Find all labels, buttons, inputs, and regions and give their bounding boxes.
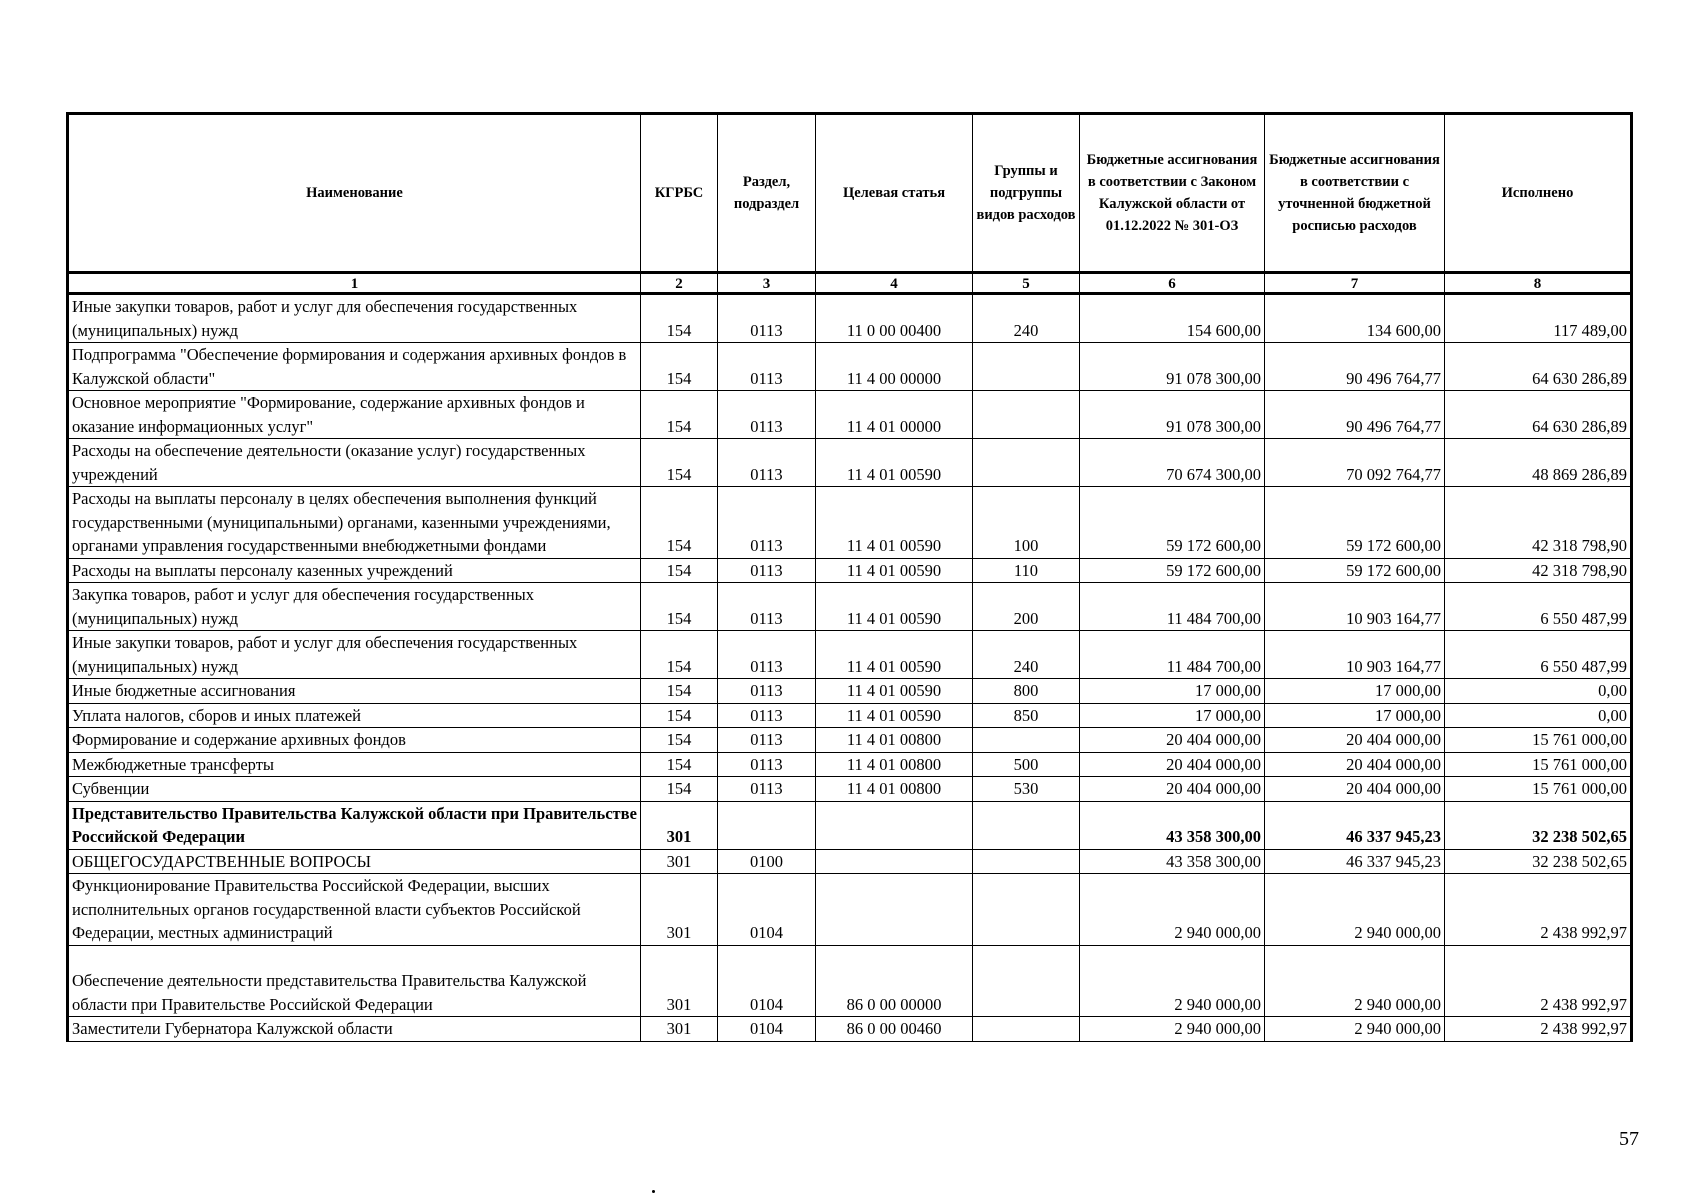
cell-assign-refined: 10 903 164,77 <box>1265 631 1445 679</box>
table-row <box>68 558 1632 583</box>
cell-name: Основное мероприятие "Формирование, содержание архивных фондов и оказание информационных услуг" <box>68 391 641 439</box>
cell-assign-refined: 20 404 000,00 <box>1265 752 1445 777</box>
cell-assign-law: 91 078 300,00 <box>1080 343 1265 391</box>
cell-celevaya: 11 4 01 00800 <box>816 777 973 802</box>
cell-razdel: 0113 <box>718 391 816 439</box>
cell-vid <box>973 343 1080 391</box>
cell-executed: 6 550 487,99 <box>1445 631 1632 679</box>
cell-vid: 800 <box>973 679 1080 704</box>
cell-vid: 100 <box>973 487 1080 559</box>
cell-razdel: 0113 <box>718 703 816 728</box>
cell-assign-law: 11 484 700,00 <box>1080 631 1265 679</box>
cell-celevaya <box>816 849 973 874</box>
header-assign-refined: Бюджетные ассигнования в соответствии с уточненной бюджетной росписью расходов <box>1265 114 1445 273</box>
cell-assign-law: 2 940 000,00 <box>1080 1017 1265 1042</box>
cell-executed: 2 438 992,97 <box>1445 1017 1632 1042</box>
column-number: 7 <box>1265 273 1445 294</box>
cell-celevaya <box>816 801 973 849</box>
cell-assign-refined: 2 940 000,00 <box>1265 1017 1445 1042</box>
table-row <box>68 583 1632 631</box>
cell-assign-refined: 10 903 164,77 <box>1265 583 1445 631</box>
cell-name: Расходы на обеспечение деятельности (оказание услуг) государственных учреждений <box>68 439 641 487</box>
cell-name: Расходы на выплаты персоналу казенных учреждений <box>68 558 641 583</box>
cell-kgrbs: 154 <box>641 487 718 559</box>
cell-name: Расходы на выплаты персоналу в целях обеспечения выполнения функций государственными (муниципальными) органами, казенными учреждениями, органами управления государственными внебюджетными фондами <box>68 487 641 559</box>
cell-kgrbs: 301 <box>641 801 718 849</box>
cell-kgrbs: 154 <box>641 631 718 679</box>
cell-vid <box>973 1017 1080 1042</box>
cell-vid: 850 <box>973 703 1080 728</box>
cell-celevaya: 11 0 00 00400 <box>816 294 973 343</box>
cell-razdel: 0113 <box>718 294 816 343</box>
table-row <box>68 294 1632 343</box>
column-number: 8 <box>1445 273 1632 294</box>
cell-razdel: 0104 <box>718 1017 816 1042</box>
header-row <box>68 114 1632 273</box>
cell-assign-refined: 46 337 945,23 <box>1265 801 1445 849</box>
cell-assign-refined: 17 000,00 <box>1265 679 1445 704</box>
cell-assign-law: 17 000,00 <box>1080 679 1265 704</box>
cell-vid: 530 <box>973 777 1080 802</box>
cell-name: Представительство Правительства Калужской области при Правительстве Российской Федерации <box>68 801 641 849</box>
cell-kgrbs: 154 <box>641 752 718 777</box>
table-row <box>68 945 1632 1017</box>
cell-celevaya: 11 4 01 00590 <box>816 679 973 704</box>
cell-razdel: 0113 <box>718 728 816 753</box>
column-number: 6 <box>1080 273 1265 294</box>
cell-executed: 0,00 <box>1445 679 1632 704</box>
cell-assign-law: 2 940 000,00 <box>1080 945 1265 1017</box>
cell-name <box>68 945 641 1017</box>
table-row <box>68 391 1632 439</box>
cell-assign-law: 11 484 700,00 <box>1080 583 1265 631</box>
table-row <box>68 801 1632 849</box>
cell-executed: 117 489,00 <box>1445 294 1632 343</box>
table-row <box>68 874 1632 946</box>
cell-executed: 64 630 286,89 <box>1445 391 1632 439</box>
cell-vid: 240 <box>973 631 1080 679</box>
cell-celevaya: 11 4 01 00590 <box>816 703 973 728</box>
cell-celevaya: 11 4 00 00000 <box>816 343 973 391</box>
cell-executed: 2 438 992,97 <box>1445 945 1632 1017</box>
cell-celevaya: 86 0 00 00460 <box>816 1017 973 1042</box>
cell-kgrbs: 154 <box>641 728 718 753</box>
cell-razdel: 0113 <box>718 752 816 777</box>
header-name: Наименование <box>68 114 641 273</box>
cell-celevaya: 11 4 01 00590 <box>816 583 973 631</box>
cell-razdel: 0113 <box>718 558 816 583</box>
cell-celevaya: 86 0 00 00000 <box>816 945 973 1017</box>
cell-vid <box>973 945 1080 1017</box>
cell-assign-refined: 134 600,00 <box>1265 294 1445 343</box>
cell-name: Функционирование Правительства Российской Федерации, высших исполнительных органов государственной власти субъектов Российской Федерации, местных администраций <box>68 874 641 946</box>
cell-executed: 15 761 000,00 <box>1445 752 1632 777</box>
cell-kgrbs: 154 <box>641 583 718 631</box>
scan-speck <box>652 1190 655 1193</box>
cell-assign-refined: 59 172 600,00 <box>1265 487 1445 559</box>
header-celevaya: Целевая статья <box>816 114 973 273</box>
header-assign-law: Бюджетные ассигнования в соответствии с Законом Калужской области от 01.12.2022 № 301-ОЗ <box>1080 114 1265 273</box>
cell-celevaya: 11 4 01 00590 <box>816 558 973 583</box>
cell-assign-law: 70 674 300,00 <box>1080 439 1265 487</box>
cell-kgrbs: 301 <box>641 849 718 874</box>
table-row <box>68 487 1632 559</box>
cell-assign-law: 20 404 000,00 <box>1080 728 1265 753</box>
cell-vid: 110 <box>973 558 1080 583</box>
column-number: 1 <box>68 273 641 294</box>
cell-kgrbs: 154 <box>641 679 718 704</box>
table-row <box>68 679 1632 704</box>
cell-name: Межбюджетные трансферты <box>68 752 641 777</box>
cell-razdel: 0113 <box>718 631 816 679</box>
cell-vid <box>973 439 1080 487</box>
table-row <box>68 439 1632 487</box>
cell-vid <box>973 728 1080 753</box>
cell-vid: 240 <box>973 294 1080 343</box>
cell-name-text: Обеспечение деятельности представительства Правительства Калужской области при Правительстве Российской Федерации <box>72 971 587 1014</box>
cell-celevaya: 11 4 01 00590 <box>816 439 973 487</box>
cell-vid <box>973 801 1080 849</box>
cell-executed: 0,00 <box>1445 703 1632 728</box>
cell-executed: 64 630 286,89 <box>1445 343 1632 391</box>
cell-assign-refined: 20 404 000,00 <box>1265 728 1445 753</box>
cell-executed: 6 550 487,99 <box>1445 583 1632 631</box>
cell-executed: 2 438 992,97 <box>1445 874 1632 946</box>
cell-executed: 42 318 798,90 <box>1445 558 1632 583</box>
table-row <box>68 631 1632 679</box>
table-row <box>68 343 1632 391</box>
cell-name: Подпрограмма "Обеспечение формирования и содержания архивных фондов в Калужской области" <box>68 343 641 391</box>
cell-assign-refined: 2 940 000,00 <box>1265 874 1445 946</box>
cell-assign-refined: 70 092 764,77 <box>1265 439 1445 487</box>
cell-name: Формирование и содержание архивных фондов <box>68 728 641 753</box>
cell-kgrbs: 301 <box>641 945 718 1017</box>
cell-celevaya: 11 4 01 00590 <box>816 631 973 679</box>
cell-razdel: 0100 <box>718 849 816 874</box>
cell-assign-law: 43 358 300,00 <box>1080 849 1265 874</box>
cell-assign-law: 59 172 600,00 <box>1080 487 1265 559</box>
column-number: 3 <box>718 273 816 294</box>
cell-razdel: 0104 <box>718 874 816 946</box>
cell-vid: 200 <box>973 583 1080 631</box>
cell-name: Заместители Губернатора Калужской области <box>68 1017 641 1042</box>
cell-assign-refined: 17 000,00 <box>1265 703 1445 728</box>
cell-name: Субвенции <box>68 777 641 802</box>
cell-assign-refined: 90 496 764,77 <box>1265 343 1445 391</box>
cell-razdel: 0104 <box>718 945 816 1017</box>
cell-assign-refined: 46 337 945,23 <box>1265 849 1445 874</box>
cell-assign-refined: 20 404 000,00 <box>1265 777 1445 802</box>
table-row <box>68 703 1632 728</box>
cell-executed: 15 761 000,00 <box>1445 777 1632 802</box>
cell-kgrbs: 154 <box>641 391 718 439</box>
budget-table <box>66 112 1633 1042</box>
cell-kgrbs: 154 <box>641 703 718 728</box>
header-executed: Исполнено <box>1445 114 1632 273</box>
table-body <box>68 294 1632 1042</box>
cell-vid <box>973 874 1080 946</box>
cell-razdel <box>718 801 816 849</box>
cell-vid: 500 <box>973 752 1080 777</box>
column-number: 5 <box>973 273 1080 294</box>
cell-razdel: 0113 <box>718 679 816 704</box>
cell-executed: 32 238 502,65 <box>1445 849 1632 874</box>
cell-vid <box>973 391 1080 439</box>
cell-assign-law: 2 940 000,00 <box>1080 874 1265 946</box>
cell-name: ОБЩЕГОСУДАРСТВЕННЫЕ ВОПРОСЫ <box>68 849 641 874</box>
cell-kgrbs: 154 <box>641 343 718 391</box>
cell-razdel: 0113 <box>718 487 816 559</box>
cell-razdel: 0113 <box>718 343 816 391</box>
cell-celevaya: 11 4 01 00800 <box>816 752 973 777</box>
column-number: 2 <box>641 273 718 294</box>
cell-name: Иные закупки товаров, работ и услуг для обеспечения государственных (муниципальных) нужд <box>68 294 641 343</box>
cell-assign-law: 20 404 000,00 <box>1080 777 1265 802</box>
column-number: 4 <box>816 273 973 294</box>
cell-assign-law: 91 078 300,00 <box>1080 391 1265 439</box>
cell-vid <box>973 849 1080 874</box>
cell-razdel: 0113 <box>718 777 816 802</box>
cell-assign-refined: 59 172 600,00 <box>1265 558 1445 583</box>
cell-name: Закупка товаров, работ и услуг для обеспечения государственных (муниципальных) нужд <box>68 583 641 631</box>
cell-assign-refined: 2 940 000,00 <box>1265 945 1445 1017</box>
cell-assign-law: 20 404 000,00 <box>1080 752 1265 777</box>
cell-kgrbs: 154 <box>641 777 718 802</box>
cell-assign-law: 43 358 300,00 <box>1080 801 1265 849</box>
cell-kgrbs: 154 <box>641 294 718 343</box>
cell-name: Уплата налогов, сборов и иных платежей <box>68 703 641 728</box>
table-row <box>68 728 1632 753</box>
cell-assign-law: 154 600,00 <box>1080 294 1265 343</box>
header-gruppy: Группы и подгруппы видов расходов <box>973 114 1080 273</box>
cell-celevaya: 11 4 01 00800 <box>816 728 973 753</box>
cell-assign-law: 59 172 600,00 <box>1080 558 1265 583</box>
cell-executed: 42 318 798,90 <box>1445 487 1632 559</box>
cell-name: Иные бюджетные ассигнования <box>68 679 641 704</box>
cell-razdel: 0113 <box>718 439 816 487</box>
cell-celevaya <box>816 874 973 946</box>
table-row <box>68 1017 1632 1042</box>
cell-kgrbs: 154 <box>641 439 718 487</box>
column-number-row <box>68 273 1632 294</box>
page-number: 57 <box>1619 1128 1639 1150</box>
cell-assign-refined: 90 496 764,77 <box>1265 391 1445 439</box>
cell-executed: 32 238 502,65 <box>1445 801 1632 849</box>
cell-kgrbs: 301 <box>641 874 718 946</box>
header-razdel: Раздел, подраздел <box>718 114 816 273</box>
cell-celevaya: 11 4 01 00590 <box>816 487 973 559</box>
cell-assign-law: 17 000,00 <box>1080 703 1265 728</box>
header-kgrbs: КГРБС <box>641 114 718 273</box>
cell-celevaya: 11 4 01 00000 <box>816 391 973 439</box>
cell-razdel: 0113 <box>718 583 816 631</box>
table-row <box>68 752 1632 777</box>
table-row <box>68 849 1632 874</box>
cell-kgrbs: 154 <box>641 558 718 583</box>
cell-executed: 15 761 000,00 <box>1445 728 1632 753</box>
table-row <box>68 777 1632 802</box>
cell-executed: 48 869 286,89 <box>1445 439 1632 487</box>
cell-kgrbs: 301 <box>641 1017 718 1042</box>
cell-name: Иные закупки товаров, работ и услуг для обеспечения государственных (муниципальных) нужд <box>68 631 641 679</box>
